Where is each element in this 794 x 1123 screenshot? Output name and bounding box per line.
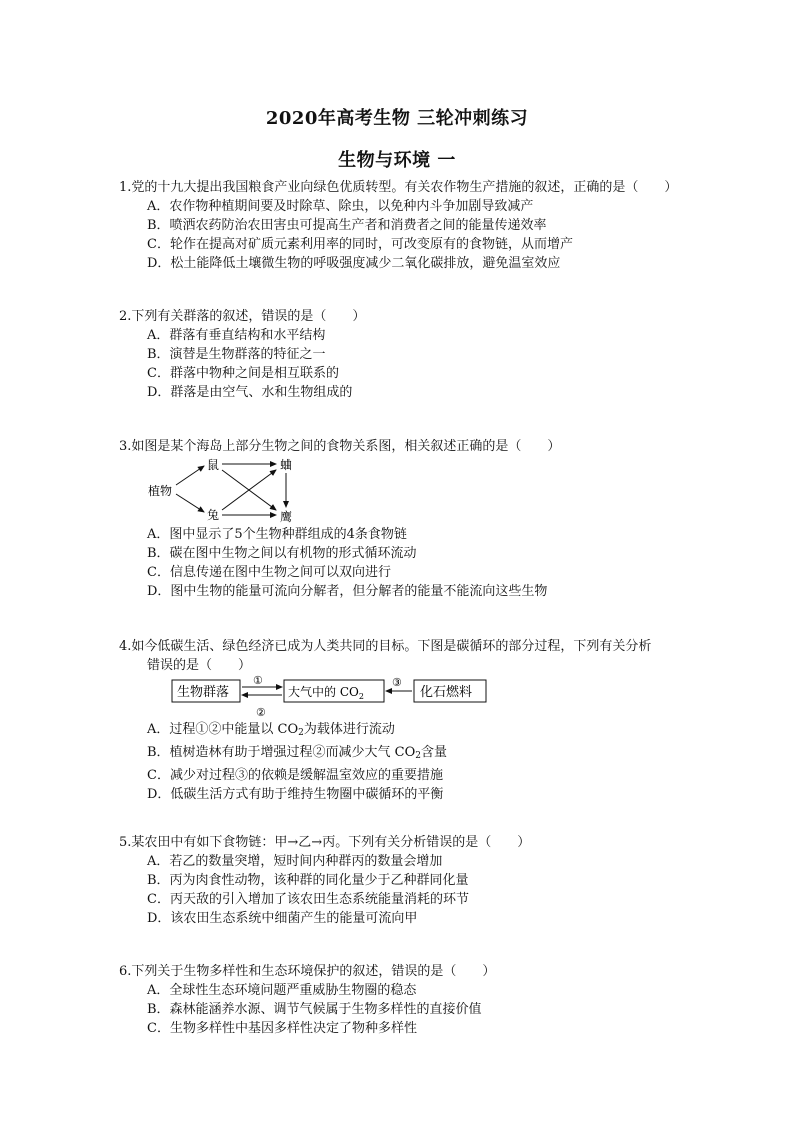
community-box-label: 生物群落 bbox=[177, 685, 230, 700]
question-2 bbox=[119, 307, 365, 402]
question-4-option-a: A．过程①②中能量以 $CO_2$为载体进行流动 bbox=[147, 722, 395, 738]
question-4-stem: 4.如今低碳生活、绿色经济已成为人类共同的目标。下图是碳循环的部分过程，下列有关分析 bbox=[119, 639, 652, 654]
process-3-label: ③ bbox=[392, 676, 402, 689]
question-2-option-d: D．群落是由空气、水和生物组成的 bbox=[147, 385, 353, 400]
question-3-option-d: D．图中生物的能量可流向分解者，但分解者的能量不能流向这些生物 bbox=[147, 584, 548, 599]
question-4-option-b: B．植树造林有助于增强过程②而减少大气 $CO_2$含量 bbox=[147, 745, 448, 761]
question-1-option-c: C．轮作在提高对矿质元素利用率的同时，可改变原有的食物链，从而增产 bbox=[147, 237, 573, 252]
question-2-option-b: B．演替是生物群落的特征之一 bbox=[147, 347, 326, 362]
arrow-plant-to-rabbit bbox=[176, 494, 204, 512]
question-4-option-c: C．减少对过程③的依赖是缓解温室效应的重要措施 bbox=[147, 768, 443, 783]
question-1-option-a: A．农作物种植期间要及时除草、除虫，以免种内斗争加剧导致减产 bbox=[147, 199, 534, 214]
question-3-option-b: B．碳在图中生物之间以有机物的形式循环流动 bbox=[147, 546, 417, 561]
question-2-stem: 2.下列有关群落的叙述，错误的是（ ） bbox=[119, 309, 366, 324]
page-title: 2020年高考生物 三轮冲刺练习 bbox=[265, 108, 529, 129]
process-2-label: ② bbox=[256, 706, 266, 719]
question-6-option-c: C．生物多样性中基因多样性决定了物种多样性 bbox=[147, 1021, 417, 1036]
question-5-option-b: B．丙为肉食性动物，该种群的同化量少于乙种群同化量 bbox=[147, 873, 469, 888]
question-2-option-a: A．群落有垂直结构和水平结构 bbox=[147, 328, 326, 343]
question-6 bbox=[119, 962, 495, 1038]
question-3-option-a: A．图中显示了5个生物种群组成的4条食物链 bbox=[147, 527, 407, 542]
question-1 bbox=[119, 178, 677, 273]
question-5-option-a: A．若乙的数量突增，短时间内种群丙的数量会增加 bbox=[147, 854, 443, 869]
question-3-option-c: C．信息传递在图中生物之间可以双向进行 bbox=[147, 565, 391, 580]
question-5-option-c: C．丙天敌的引入增加了该农田生态系统能量消耗的环节 bbox=[147, 892, 469, 907]
page-subtitle: 生物与环境 一 bbox=[338, 150, 456, 171]
question-6-option-b: B．森林能涵养水源、调节气候属于生物多样性的直接价值 bbox=[147, 1002, 482, 1017]
question-4-stem-block bbox=[119, 637, 651, 675]
question-5-stem: 5.某农田中有如下食物链：甲→乙→丙。下列有关分析错误的是（ ） bbox=[119, 835, 531, 850]
food-web-diagram bbox=[140, 452, 320, 524]
food-web-hawk-label: 鹰 bbox=[280, 510, 293, 524]
food-web-mouse-label: 鼠 bbox=[207, 458, 220, 472]
question-1-option-b: B．喷洒农药防治农田害虫可提高生产者和消费者之间的能量传递效率 bbox=[147, 218, 547, 233]
question-3-options bbox=[119, 525, 547, 601]
question-6-option-a: A．全球性生态环境问题严重威胁生物圈的稳态 bbox=[147, 983, 417, 998]
food-web-snake-label: 蛐 bbox=[280, 458, 293, 472]
question-2-option-c: C．群落中物种之间是相互联系的 bbox=[147, 366, 339, 381]
atmosphere-co2-label: 大气中的 $CO_2$ bbox=[288, 685, 364, 701]
food-web-plant-label: 植物 bbox=[148, 484, 173, 498]
carbon-cycle-diagram bbox=[168, 674, 498, 720]
arrow-plant-to-mouse bbox=[176, 466, 204, 485]
question-4-option-d: D．低碳生活方式有助于维持生物圈中碳循环的平衡 bbox=[147, 787, 444, 802]
question-5-option-d: D．该农田生态系统中细菌产生的能量可流向甲 bbox=[147, 911, 418, 926]
question-1-stem: 1.党的十九大提出我国粮食产业向绿色优质转型。有关农作物生产措施的叙述，正确的是（ ） bbox=[119, 180, 678, 195]
process-1-label: ① bbox=[253, 674, 263, 687]
question-4-options bbox=[119, 720, 447, 804]
fossil-fuel-box-label: 化石燃料 bbox=[420, 685, 473, 700]
question-3-stem: 3.如图是某个海岛上部分生物之间的食物关系图，相关叙述正确的是（ ） bbox=[119, 439, 561, 454]
question-6-stem: 6.下列关于生物多样性和生态环境保护的叙述，错误的是（ ） bbox=[119, 964, 496, 979]
question-4-stem-line2: 错误的是（ ） bbox=[147, 658, 252, 673]
food-web-rabbit-label: 兔 bbox=[207, 508, 220, 522]
question-5 bbox=[119, 833, 530, 928]
question-1-option-d: D．松土能降低土壤微生物的呼吸强度减少二氧化碳排放，避免温室效应 bbox=[147, 256, 561, 271]
